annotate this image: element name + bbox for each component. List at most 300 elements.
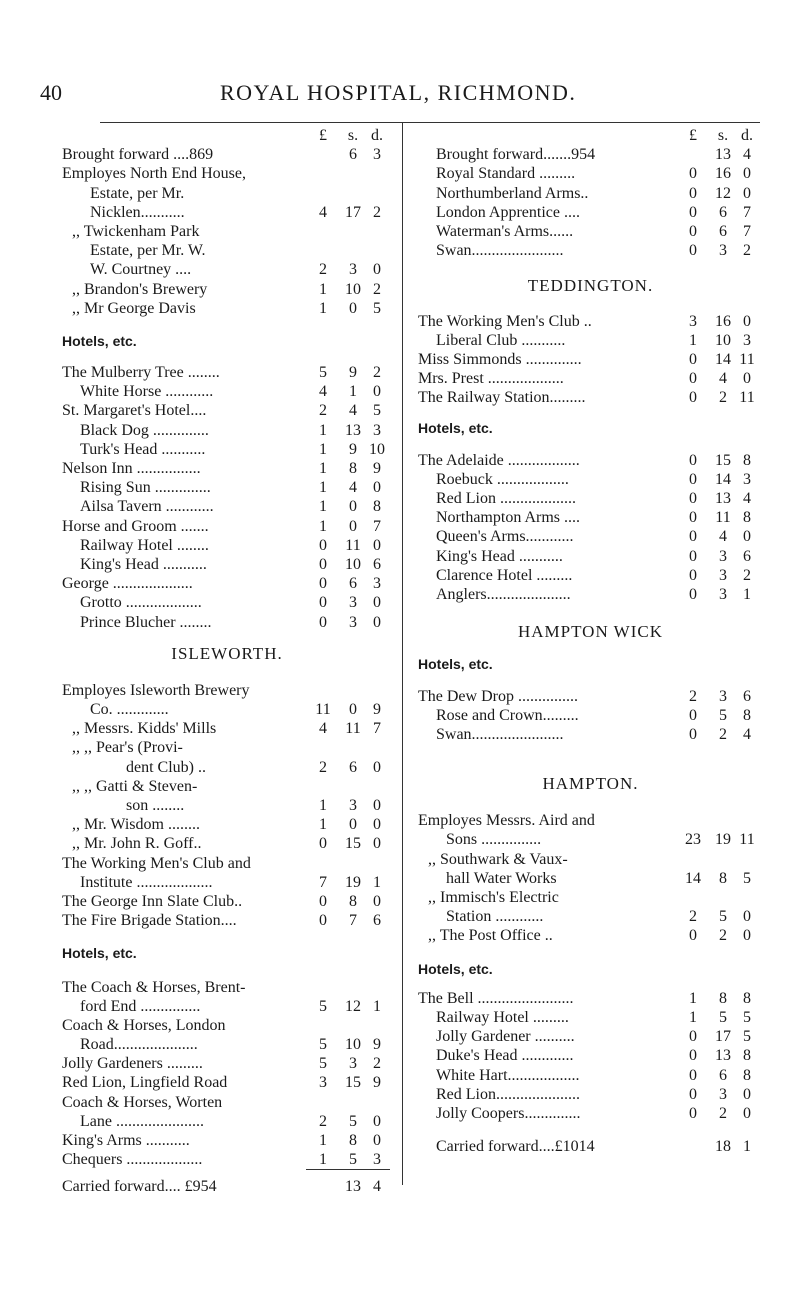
shillings-value: 4 [719, 370, 727, 388]
pence-value: 0 [373, 594, 381, 612]
spacer [62, 930, 392, 944]
shillings-value: 1 [349, 383, 357, 401]
entry-label: Turk's Head ........... [80, 440, 206, 458]
section-heading [418, 960, 763, 979]
entry-label: dent Club) .. [126, 758, 206, 776]
shillings-value: 10 [715, 331, 731, 349]
pounds-value: 0 [689, 1104, 697, 1122]
entry-label: Anglers..................... [436, 585, 571, 603]
entry-row [418, 869, 763, 888]
entry-row [62, 613, 392, 632]
pounds-value: 1 [319, 1151, 327, 1169]
entry-label: The Coach & Horses, Brent- [62, 978, 246, 996]
pence-value: 3 [743, 331, 751, 349]
spacer [418, 641, 763, 655]
pence-value: 2 [743, 566, 751, 584]
entry-row [62, 203, 392, 222]
entry-label: King's Arms ........... [62, 1132, 190, 1149]
entry-row [418, 470, 763, 489]
entry-row [62, 873, 392, 892]
pounds-value: 3 [689, 312, 697, 330]
pence-value: 4 [743, 146, 751, 164]
column-header [62, 126, 392, 145]
pence-value: 0 [373, 479, 381, 497]
entry-row [62, 517, 392, 536]
pence-value: 4 [743, 725, 751, 743]
pounds-value: 2 [319, 758, 327, 776]
pence-value: 4 [373, 1178, 381, 1196]
right-column [418, 126, 763, 1156]
entry-row [418, 164, 763, 183]
entry-label: Prince Blucher ........ [80, 613, 212, 631]
entry-row [62, 440, 392, 459]
pence-value: d. [741, 127, 753, 144]
shillings-value: 12 [715, 184, 731, 202]
shillings-value: 6 [719, 1066, 727, 1084]
shillings-value: 13 [715, 1047, 731, 1065]
pence-value: 0 [373, 261, 381, 279]
entry-label: St. Margaret's Hotel.... [62, 402, 207, 420]
entry-label: Black Dog .............. [80, 421, 209, 439]
pounds-value: 1 [319, 797, 327, 814]
spacer [418, 604, 763, 622]
pounds-value: 1 [689, 1008, 697, 1026]
entry-row [62, 536, 392, 555]
pence-value: d. [371, 127, 383, 144]
entry-row [418, 585, 763, 604]
place-heading-label: ISLEWORTH. [171, 643, 283, 663]
shillings-value: 2 [719, 927, 727, 945]
shillings-value: 3 [719, 1085, 727, 1103]
shillings-value: 8 [349, 1132, 357, 1149]
shillings-value: 14 [715, 470, 731, 488]
shillings-value: 4 [719, 528, 727, 546]
entry-row [62, 758, 392, 777]
entry-label: Queen's Arms............ [436, 528, 574, 546]
pounds-value: 1 [689, 331, 697, 349]
entry-label: Station ............ [446, 908, 544, 926]
pounds-value: 0 [689, 725, 697, 743]
pounds-value: 2 [319, 1112, 327, 1130]
entry-row [418, 331, 763, 350]
pence-value: 7 [373, 517, 381, 535]
entry-row [62, 478, 392, 497]
shillings-value: 10 [345, 555, 361, 573]
pence-value: 9 [373, 1074, 381, 1092]
entry-label: The Mulberry Tree ........ [62, 364, 220, 382]
shillings-value: 15 [345, 835, 361, 853]
shillings-value: 0 [349, 816, 357, 834]
entry-label: Nelson Inn ................ [62, 460, 201, 477]
shillings-value: 16 [715, 165, 731, 183]
pounds-value: 0 [689, 509, 697, 527]
entry-row [62, 681, 392, 700]
pounds-value: 0 [689, 203, 697, 221]
pence-value: 3 [373, 1151, 381, 1169]
section-heading-label: Hotels, etc. [418, 420, 493, 437]
entry-row [62, 260, 392, 279]
pence-value: 3 [373, 421, 381, 439]
entry-label: ,, Immisch's Electric [428, 889, 559, 906]
shillings-value: 8 [719, 989, 727, 1007]
spacer [418, 793, 763, 811]
pence-value: 2 [373, 203, 381, 221]
pence-value: 0 [743, 908, 751, 926]
pence-value: 8 [743, 509, 751, 527]
entry-row [62, 1177, 392, 1196]
shillings-value: 8 [349, 460, 357, 477]
entry-row [418, 725, 763, 744]
entry-row [418, 566, 763, 585]
pence-value: 5 [743, 869, 751, 887]
shillings-value: 5 [719, 706, 727, 724]
entry-row [418, 687, 763, 706]
entry-row [62, 1131, 392, 1150]
section-heading-label: Hotels, etc. [418, 960, 493, 977]
entry-row [418, 1137, 763, 1156]
entry-row [418, 830, 763, 849]
pounds-value: 0 [689, 547, 697, 565]
entry-label: ,, Mr George Davis [72, 299, 196, 317]
pounds-value: 1 [319, 280, 327, 298]
pence-value: 4 [743, 490, 751, 507]
entry-label: Employes Messrs. Aird and [418, 812, 595, 830]
pence-value: 6 [743, 687, 751, 705]
entry-row [62, 555, 392, 574]
place-heading [418, 774, 763, 793]
entry-row [62, 145, 392, 164]
spacer [418, 675, 763, 687]
entry-label: Waterman's Arms...... [436, 222, 574, 240]
pounds-value: 23 [685, 831, 701, 849]
pounds-value: 1 [689, 989, 697, 1007]
pounds-value: 0 [689, 1066, 697, 1084]
entry-row [418, 811, 763, 830]
pounds-value: 1 [319, 440, 327, 458]
spacer [418, 439, 763, 451]
entry-label: The Fire Brigade Station.... [62, 912, 237, 930]
pounds-value: 5 [319, 1055, 327, 1073]
pence-value: 11 [739, 831, 755, 849]
shillings-value: s. [717, 127, 729, 144]
entry-label: Jolly Gardener .......... [436, 1028, 575, 1046]
pounds-value: 0 [689, 165, 697, 183]
pounds-value: 0 [689, 184, 697, 202]
shillings-value: 6 [719, 222, 727, 240]
shillings-value: 14 [715, 350, 731, 368]
entry-label: Miss Simmonds .............. [418, 350, 582, 368]
spacer [418, 744, 763, 774]
entry-label: Coach & Horses, Worten [62, 1093, 223, 1111]
shillings-value: 5 [349, 1112, 357, 1130]
entry-row [62, 164, 392, 183]
pounds-value: 0 [319, 912, 327, 930]
shillings-value: 0 [349, 299, 357, 317]
pence-value: 0 [373, 536, 381, 554]
entry-label: W. Courtney .... [90, 261, 192, 279]
entry-row [418, 706, 763, 725]
place-heading [62, 644, 392, 663]
shillings-value: 0 [349, 498, 357, 516]
entry-label: Estate, per Mr. W. [90, 242, 206, 260]
pounds-value: 0 [319, 536, 327, 554]
pounds-value: £ [319, 127, 327, 144]
entry-row [62, 978, 392, 997]
entry-row [62, 382, 392, 401]
total-rule-line [306, 1169, 390, 1170]
shillings-value: 11 [715, 509, 731, 527]
entry-label: ,, ,, Pear's (Provi- [72, 739, 183, 757]
entry-row [62, 834, 392, 853]
pence-value: 10 [369, 440, 385, 458]
entry-row [418, 850, 763, 869]
spacer [62, 632, 392, 644]
entry-row [62, 796, 392, 815]
spacer [62, 351, 392, 363]
shillings-value: 9 [349, 364, 357, 382]
entry-label: The Bell ........................ [418, 989, 574, 1007]
shillings-value: 3 [349, 261, 357, 279]
pence-value: 0 [373, 613, 381, 631]
shillings-value: 5 [719, 908, 727, 926]
entry-label: ,, Brandon's Brewery [72, 280, 208, 298]
entry-row [62, 911, 392, 930]
shillings-value: 15 [715, 451, 731, 469]
entry-row [62, 222, 392, 241]
pounds-value: 0 [689, 350, 697, 368]
pence-value: 9 [373, 1036, 381, 1054]
pence-value: 2 [373, 364, 381, 382]
entry-label: Red Lion..................... [436, 1085, 580, 1103]
entry-row [62, 497, 392, 516]
section-heading-label: Hotels, etc. [62, 332, 137, 349]
shillings-value: 2 [719, 1104, 727, 1122]
spacer [418, 946, 763, 960]
shillings-value: 6 [719, 203, 727, 221]
column-divider [402, 122, 403, 1185]
pounds-value: 5 [319, 997, 327, 1015]
pounds-value: 2 [689, 908, 697, 926]
pence-value: 1 [373, 873, 381, 891]
shillings-value: 13 [715, 146, 731, 164]
entry-label: Nicklen........... [90, 203, 185, 221]
pence-value: 0 [743, 312, 751, 330]
entry-label: King's Head ........... [80, 555, 207, 573]
pounds-value: 1 [319, 1132, 327, 1149]
pence-value: 11 [739, 350, 755, 368]
entry-label: ,, ,, Gatti & Steven- [72, 777, 198, 795]
entry-label: Sons ............... [446, 831, 542, 849]
pence-value: 5 [743, 1028, 751, 1046]
pence-value: 8 [743, 989, 751, 1007]
pence-value: 1 [373, 997, 381, 1015]
entry-row [62, 854, 392, 873]
shillings-value: 3 [349, 797, 357, 814]
pounds-value: 0 [689, 706, 697, 724]
pounds-value: 0 [689, 1085, 697, 1103]
pence-value: 5 [743, 1008, 751, 1026]
section-heading [418, 419, 763, 438]
pence-value: 11 [739, 389, 755, 407]
shillings-value: 3 [349, 1055, 357, 1073]
entry-row [62, 1112, 392, 1131]
pence-value: 3 [373, 146, 381, 164]
pounds-value: 0 [689, 242, 697, 260]
entry-row [62, 815, 392, 834]
shillings-value: 4 [349, 402, 357, 420]
entry-label: Duke's Head ............. [436, 1047, 574, 1065]
pounds-value: 0 [319, 594, 327, 612]
entry-label: London Apprentice .... [436, 203, 580, 221]
place-heading [418, 276, 763, 295]
pence-value: 0 [373, 797, 381, 814]
shillings-value: 3 [719, 585, 727, 603]
pence-value: 0 [373, 1112, 381, 1130]
pence-value: 1 [743, 1138, 751, 1156]
entry-row [62, 421, 392, 440]
pence-value: 3 [743, 470, 751, 488]
entry-label: ford End ............... [80, 997, 201, 1015]
entry-label: ,, Southwark & Vaux- [428, 850, 568, 868]
entry-label: Red Lion ................... [436, 490, 576, 507]
pounds-value: 0 [689, 490, 697, 507]
entry-row [418, 451, 763, 470]
entry-label: Railway Hotel ......... [436, 1008, 569, 1026]
pounds-value: 7 [319, 873, 327, 891]
entry-label: ,, Mr. John R. Goff.. [72, 835, 202, 853]
shillings-value: 3 [349, 594, 357, 612]
place-heading-label: TEDDINGTON. [527, 276, 654, 296]
pounds-value: 0 [319, 575, 327, 593]
pence-value: 0 [373, 758, 381, 776]
shillings-value: 15 [345, 1074, 361, 1092]
pence-value: 6 [373, 555, 381, 573]
shillings-value: 19 [715, 831, 731, 849]
pence-value: 5 [373, 402, 381, 420]
place-heading-label: HAMPTON WICK [517, 622, 664, 642]
shillings-value: 2 [719, 725, 727, 743]
pounds-value: 1 [319, 421, 327, 439]
section-heading-label: Hotels, etc. [62, 945, 137, 962]
entry-row [62, 892, 392, 911]
entry-label: Red Lion, Lingfield Road [62, 1074, 228, 1092]
shillings-value: 3 [719, 242, 727, 260]
pounds-value: 4 [319, 383, 327, 401]
entry-row [418, 1008, 763, 1027]
pounds-value: 1 [319, 517, 327, 535]
pounds-value: 5 [319, 364, 327, 382]
entry-label: Carried forward.... £954 [62, 1178, 217, 1196]
pence-value: 8 [743, 451, 751, 469]
entry-label: ,, Twickenham Park [72, 222, 200, 240]
entry-label: Lane ...................... [80, 1112, 204, 1130]
shillings-value: 19 [345, 873, 361, 891]
pence-value: 8 [743, 706, 751, 724]
pence-value: 0 [743, 1085, 751, 1103]
entry-row [62, 280, 392, 299]
entry-label: Institute ................... [80, 873, 213, 891]
shillings-value: 3 [719, 687, 727, 705]
entry-row [62, 719, 392, 738]
shillings-value: 11 [345, 720, 361, 738]
entry-label: Ailsa Tavern ............ [80, 498, 214, 516]
pence-value: 0 [743, 184, 751, 202]
entry-row [418, 907, 763, 926]
pence-value: 0 [373, 383, 381, 401]
pounds-value: 0 [319, 613, 327, 631]
pounds-value: 14 [685, 869, 701, 887]
place-heading [418, 622, 763, 641]
pence-value: 0 [373, 892, 381, 910]
pence-value: 7 [743, 222, 751, 240]
shillings-value: 8 [719, 869, 727, 887]
pence-value: 6 [373, 912, 381, 930]
pounds-value: 0 [689, 585, 697, 603]
entry-label: Grotto ................... [80, 594, 202, 612]
pence-value: 0 [373, 816, 381, 834]
shillings-value: 4 [349, 479, 357, 497]
entry-label: ,, Mr. Wisdom ........ [72, 816, 200, 834]
entry-label: Employes North End House, [62, 165, 246, 183]
entry-row [418, 145, 763, 164]
pence-value: 6 [743, 547, 751, 565]
entry-label: Jolly Coopers.............. [436, 1104, 581, 1122]
pounds-value: 0 [689, 1028, 697, 1046]
entry-row [62, 738, 392, 757]
pounds-value: 0 [319, 892, 327, 910]
pence-value: 8 [743, 1066, 751, 1084]
section-heading-label: Hotels, etc. [418, 656, 493, 673]
shillings-value: 9 [349, 440, 357, 458]
shillings-value: 17 [715, 1028, 731, 1046]
pence-value: 3 [373, 575, 381, 593]
entry-label: The Working Men's Club and [62, 854, 251, 872]
pounds-value: 0 [689, 927, 697, 945]
pounds-value: 0 [319, 555, 327, 573]
entry-label: ,, Messrs. Kidds' Mills [72, 720, 217, 738]
shillings-value: 10 [345, 1036, 361, 1054]
entry-row [62, 1054, 392, 1073]
entry-label: The Adelaide .................. [418, 451, 580, 469]
pounds-value: £ [689, 127, 697, 144]
spacer [62, 318, 392, 332]
pounds-value: 0 [689, 566, 697, 584]
entry-row [62, 241, 392, 260]
pounds-value: 1 [319, 479, 327, 497]
entry-label: Roebuck .................. [436, 470, 569, 488]
pounds-value: 0 [689, 389, 697, 407]
entry-row [62, 184, 392, 203]
entry-label: Chequers ................... [62, 1151, 203, 1169]
pence-value: 7 [743, 203, 751, 221]
entry-row [418, 527, 763, 546]
pounds-value: 1 [319, 460, 327, 477]
entry-label: Railway Hotel ........ [80, 536, 209, 554]
entry-row [62, 997, 392, 1016]
entry-row [418, 888, 763, 907]
entry-row [418, 1085, 763, 1104]
entry-label: Brought forward ....869 [62, 146, 214, 164]
entry-row [418, 1066, 763, 1085]
pounds-value: 5 [319, 1036, 327, 1054]
entry-row [418, 989, 763, 1008]
pounds-value: 2 [319, 402, 327, 420]
shillings-value: 6 [349, 758, 357, 776]
entry-row [62, 1016, 392, 1035]
entry-row [418, 547, 763, 566]
entry-row [62, 299, 392, 318]
entry-row [62, 593, 392, 612]
